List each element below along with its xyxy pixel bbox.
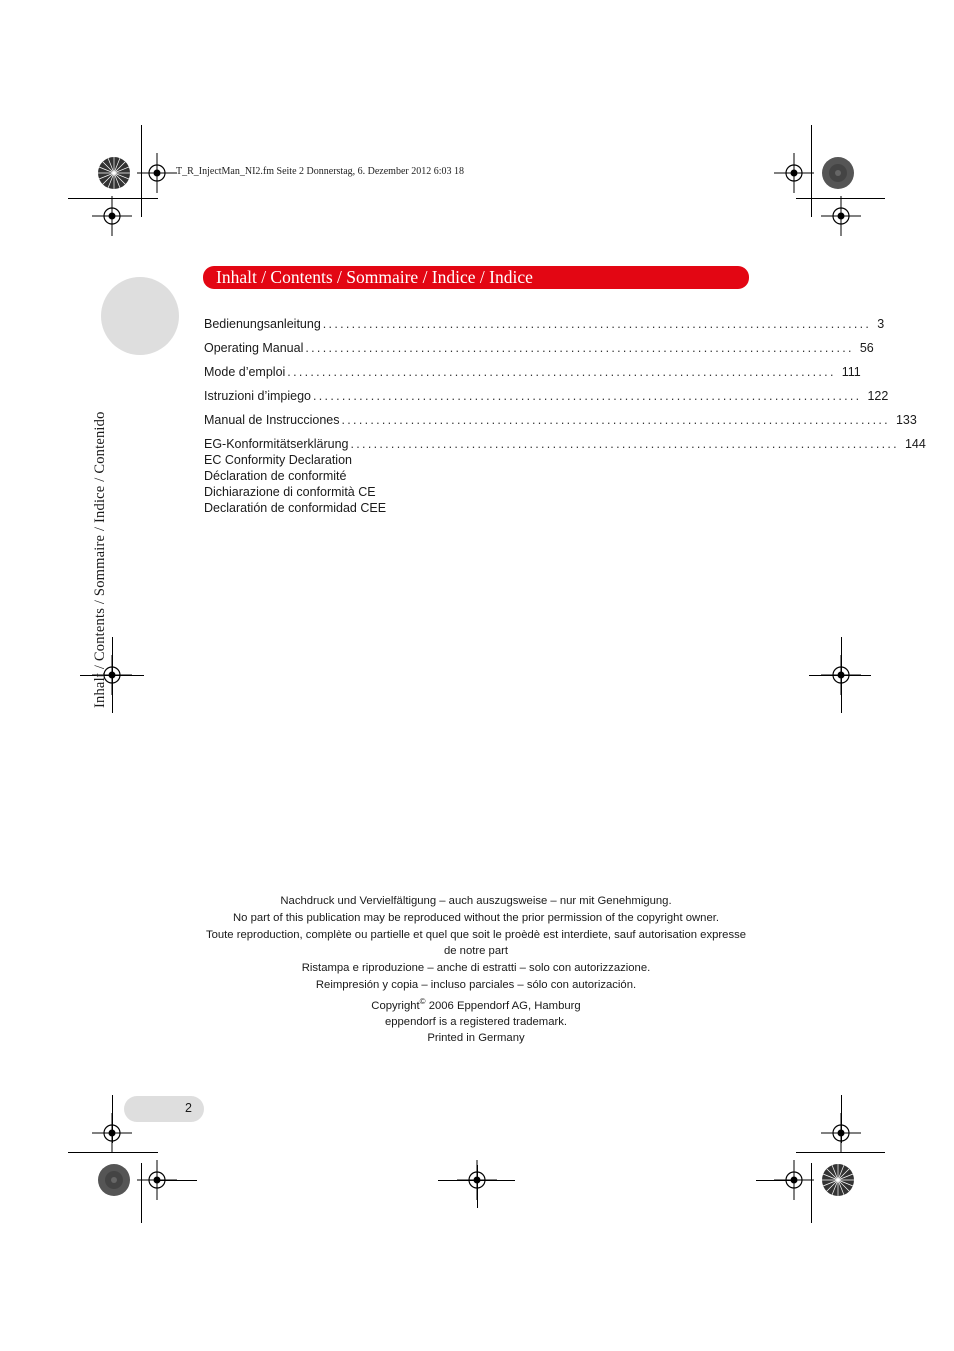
toc-entry-label: Operating Manual — [204, 341, 304, 355]
crop-line — [157, 1180, 197, 1181]
dot-leader: ............................................................................................... — [341, 413, 890, 427]
page-number-tab — [124, 1096, 204, 1122]
registration-mark-icon — [92, 196, 132, 236]
toc-entry-label: Istruzioni d’impiego — [204, 389, 311, 403]
toc-entry-page: 144 — [904, 437, 926, 451]
toc-sub-item[interactable]: Déclaration de conformité — [204, 469, 347, 483]
chapter-tab — [101, 277, 179, 355]
registration-mark-icon — [821, 196, 861, 236]
copyright-label: Copyright — [371, 999, 420, 1012]
toc-entry-label: Bedienungsanleitung — [204, 317, 321, 331]
crop-line — [80, 675, 144, 676]
side-tab-label: Inhalt / Contents / Sommaire / Indice / Contenido — [92, 411, 108, 708]
toc-entry[interactable] — [204, 364, 861, 388]
color-target-icon — [821, 156, 855, 190]
printed-line: Printed in Germany — [427, 1031, 525, 1044]
dot-leader: ............................................................................................... — [322, 317, 872, 331]
toc-entry-label: Manual de Instrucciones — [204, 413, 340, 427]
toc-entry-page: 3 — [877, 317, 885, 331]
page-title: Inhalt / Contents / Sommaire / Indice / Indice — [216, 267, 533, 287]
registration-mark-icon — [774, 153, 814, 193]
registration-mark-icon — [137, 153, 177, 193]
crop-line — [809, 675, 871, 676]
toc-entry-page: 122 — [867, 389, 889, 403]
file-info: T_R_InjectMan_NI2.fm Seite 2 Donnerstag, 6. Dezember 2012 6:03 18 — [176, 166, 464, 177]
dot-leader: ............................................................................................... — [313, 389, 862, 403]
crop-line — [68, 1152, 158, 1153]
copyright-line — [201, 994, 751, 1014]
legal-line: Toute reproduction, complète ou partielle et quel que soit le proèdè est interdiete, sauf autorisation expresse de notre part — [205, 929, 747, 957]
color-target-icon — [821, 1163, 855, 1197]
toc-sub-item[interactable]: EC Conformity Declaration — [204, 453, 352, 467]
toc-sub-list — [204, 452, 749, 516]
toc-entry-page: 133 — [895, 413, 917, 427]
legal-notice — [201, 893, 751, 1046]
crop-line — [477, 1165, 478, 1208]
legal-line: No part of this publication may be reproduced without the prior permission of the copyright owner. — [232, 912, 720, 924]
toc-entry-page: 111 — [841, 365, 861, 379]
page-number: 2 — [185, 1101, 192, 1115]
legal-line: Ristampa e riproduzione – anche di estratti – solo con autorizzazione. — [301, 962, 651, 974]
copyright-symbol: © — [419, 997, 426, 1006]
dot-leader: ............................................................................................... — [305, 341, 854, 355]
toc-entry-page: 56 — [859, 341, 874, 355]
color-target-icon — [97, 156, 131, 190]
dot-leader: ............................................................................................... — [350, 437, 899, 451]
color-target-icon — [97, 1163, 131, 1197]
toc-sub-item[interactable]: Declaratión de conformidad CEE — [204, 501, 387, 515]
title-bar — [203, 266, 749, 289]
crop-line — [112, 1095, 113, 1143]
crop-line — [756, 1180, 796, 1181]
legal-line: Reimpresión y copia – incluso parciales – sólo con autorización. — [315, 979, 637, 991]
legal-line: Nachdruck und Vervielfältigung – auch auszugsweise – nur mit Genehmigung. — [280, 895, 672, 907]
toc-entry[interactable] — [204, 412, 917, 436]
table-of-contents — [204, 316, 926, 516]
crop-line — [796, 1152, 885, 1153]
copyright-holder: 2006 Eppendorf AG, Hamburg — [425, 999, 581, 1012]
toc-entry[interactable] — [204, 388, 889, 412]
trademark-line: eppendorf is a registered trademark. — [384, 1015, 568, 1028]
dot-leader: ............................................................................................... — [287, 365, 836, 379]
toc-entry-label: EG-Konformitätserklärung — [204, 437, 349, 451]
crop-line — [841, 1095, 842, 1143]
toc-entry[interactable] — [204, 316, 885, 340]
toc-sub-item[interactable]: Dichiarazione di conformità CE — [204, 485, 376, 499]
toc-entry[interactable] — [204, 340, 874, 364]
toc-entry-label: Mode d’emploi — [204, 365, 286, 379]
